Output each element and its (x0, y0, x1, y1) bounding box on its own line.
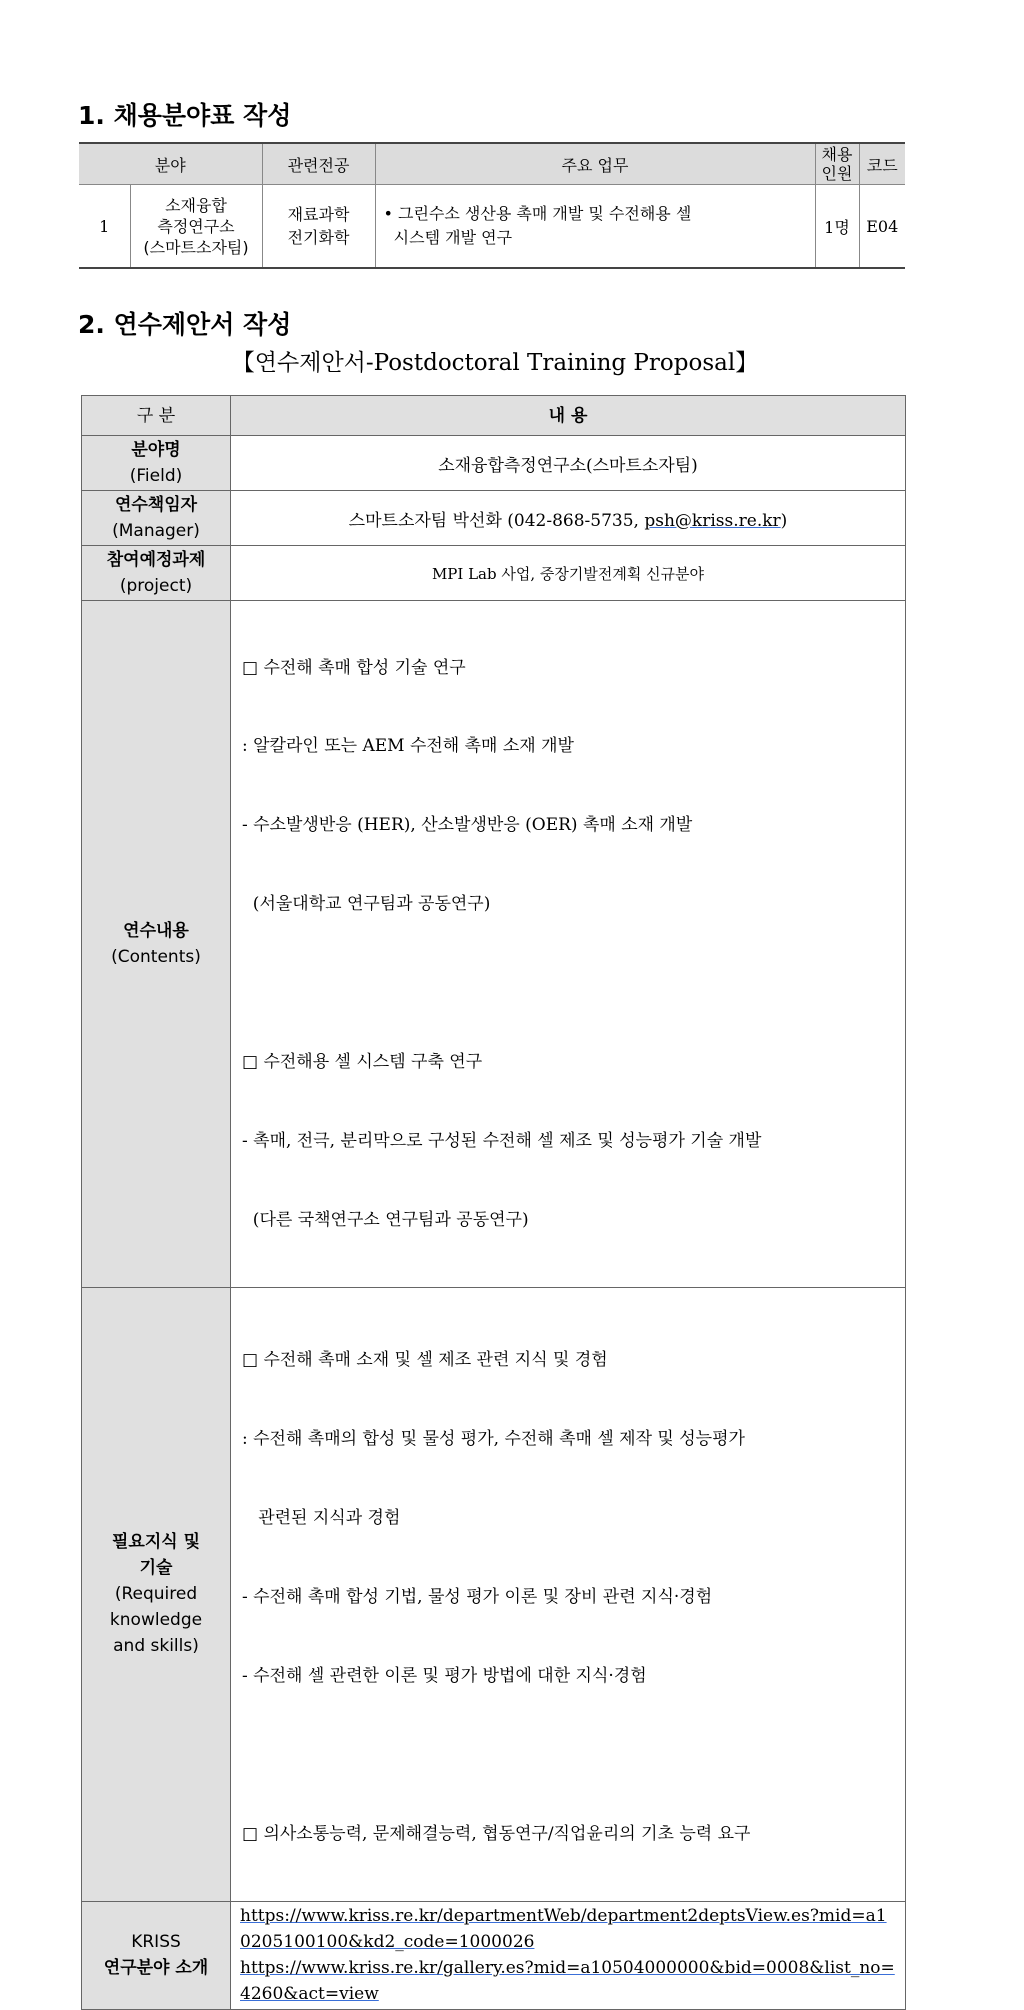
label-korean: 연수책임자 (114, 495, 198, 515)
proposal-subtitle: 【연수제안서-Postdoctoral Training Proposal】 (231, 350, 759, 376)
contents-lines (232, 602, 904, 1286)
skills-label-ko: 필요지식 및 기술 (111, 1532, 201, 1579)
contents-value (231, 601, 906, 1288)
manager-text-end: ) (780, 510, 788, 531)
contents-line: - 수소발생반응 (HER), 산소발생반응 (OER) 촉매 소재 개발 (242, 815, 693, 836)
contents-line: (다른 국책연구소 연구팀과 공동연구) (242, 1209, 529, 1230)
proposal-table-header (82, 396, 906, 436)
kriss-label: KRISS 연구분야 소개 (82, 1901, 231, 2009)
section1-title: 1. 채용분야표 작성 (78, 101, 292, 130)
recruitment-table (79, 142, 905, 269)
contents-line (242, 970, 904, 996)
manager-email-link[interactable]: psh@kriss.re.kr (644, 510, 781, 531)
row-major: 재료과학 전기화학 (262, 185, 375, 269)
contents-line: (서울대학교 연구팀과 공동연구) (242, 894, 491, 915)
row-number: 1 (79, 185, 130, 269)
header-field: 분야 (79, 143, 262, 185)
table-row (82, 1287, 906, 1901)
row-duty: • 그린수소 생산용 촉매 개발 및 수전해용 셀 시스템 개발 연구 (375, 185, 815, 269)
label-korean: 연구분야 소개 (103, 1958, 209, 1979)
table-row (82, 491, 906, 546)
manager-text: 스마트소자팀 박선화 (042-868-5735, (348, 510, 645, 531)
kriss-urls (232, 1903, 904, 2008)
project-value: MPI Lab 사업, 중장기발전계획 신규분야 (231, 546, 906, 601)
field-value: 소재융합측정연구소(스마트소자팀) (231, 436, 906, 491)
row-count: 1명 (815, 185, 859, 269)
contents-line: □ 수전해용 셀 시스템 구축 연구 (242, 1052, 483, 1073)
kriss-value (231, 1901, 906, 2009)
label-korean: 참여예정과제 (106, 550, 206, 570)
skills-line (242, 1742, 904, 1768)
label-korean: 연수내용 (123, 920, 189, 941)
contents-line: □ 수전해 촉매 합성 기술 연구 (242, 657, 466, 678)
table-row (82, 1901, 906, 2009)
skills-line: 관련된 지식과 경험 (242, 1508, 401, 1529)
proposal-table (81, 395, 906, 2010)
skills-label: 필요지식 및 기술 (Required knowledge and skills) (82, 1287, 231, 1901)
skills-lines (232, 1289, 904, 1900)
header-content: 내 용 (231, 396, 906, 436)
row-field: 소재융합 측정연구소 (스마트소자팀) (130, 185, 262, 269)
header-duty: 주요 업무 (375, 143, 815, 185)
table-row (82, 546, 906, 601)
kriss-url-link[interactable]: https://www.kriss.re.kr/departmentWeb/department2deptsView.es?mid=a10205100100&kd2_code=1000026 (240, 1905, 887, 1952)
header-count: 채용 인원 (815, 143, 859, 185)
recruitment-table-header (79, 143, 905, 185)
header-category: 구 분 (82, 396, 231, 436)
header-major: 관련전공 (262, 143, 375, 185)
row-code: E04 (859, 185, 905, 269)
skills-value (231, 1287, 906, 1901)
skills-line: □ 수전해 촉매 소재 및 셀 제조 관련 지식 및 경험 (242, 1350, 608, 1371)
skills-line: □ 의사소통능력, 문제해결능력, 협동연구/직업윤리의 기초 능력 요구 (242, 1823, 751, 1844)
table-row (79, 185, 905, 269)
table-row (82, 436, 906, 491)
table-row (82, 601, 906, 1288)
contents-line: - 촉매, 전극, 분리막으로 구성된 수전해 셀 제조 및 성능평가 기술 개발 (242, 1130, 762, 1151)
contents-label: 연수내용 (Contents) (82, 601, 231, 1288)
contents-line: : 알칼라인 또는 AEM 수전해 촉매 소재 개발 (242, 736, 574, 757)
skills-line: : 수전해 촉매의 합성 및 물성 평가, 수전해 촉매 셀 제작 및 성능평가 (242, 1429, 745, 1450)
kriss-url-link[interactable]: https://www.kriss.re.kr/gallery.es?mid=a10504000000&bid=0008&list_no=4260&act=view (240, 1958, 895, 2005)
manager-label: 연수책임자 (Manager) (82, 491, 231, 546)
label-korean: 분야명 (131, 440, 181, 460)
section2-title: 2. 연수제안서 작성 (78, 310, 292, 339)
field-label: 분야명 (Field) (82, 436, 231, 491)
skills-line: - 수전해 셀 관련한 이론 및 평가 방법에 대한 지식·경험 (242, 1665, 647, 1686)
header-code: 코드 (859, 143, 905, 185)
project-label: 참여예정과제 (project) (82, 546, 231, 601)
skills-line: - 수전해 촉매 합성 기법, 물성 평가 이론 및 장비 관련 지식·경험 (242, 1586, 713, 1607)
manager-value (231, 491, 906, 546)
